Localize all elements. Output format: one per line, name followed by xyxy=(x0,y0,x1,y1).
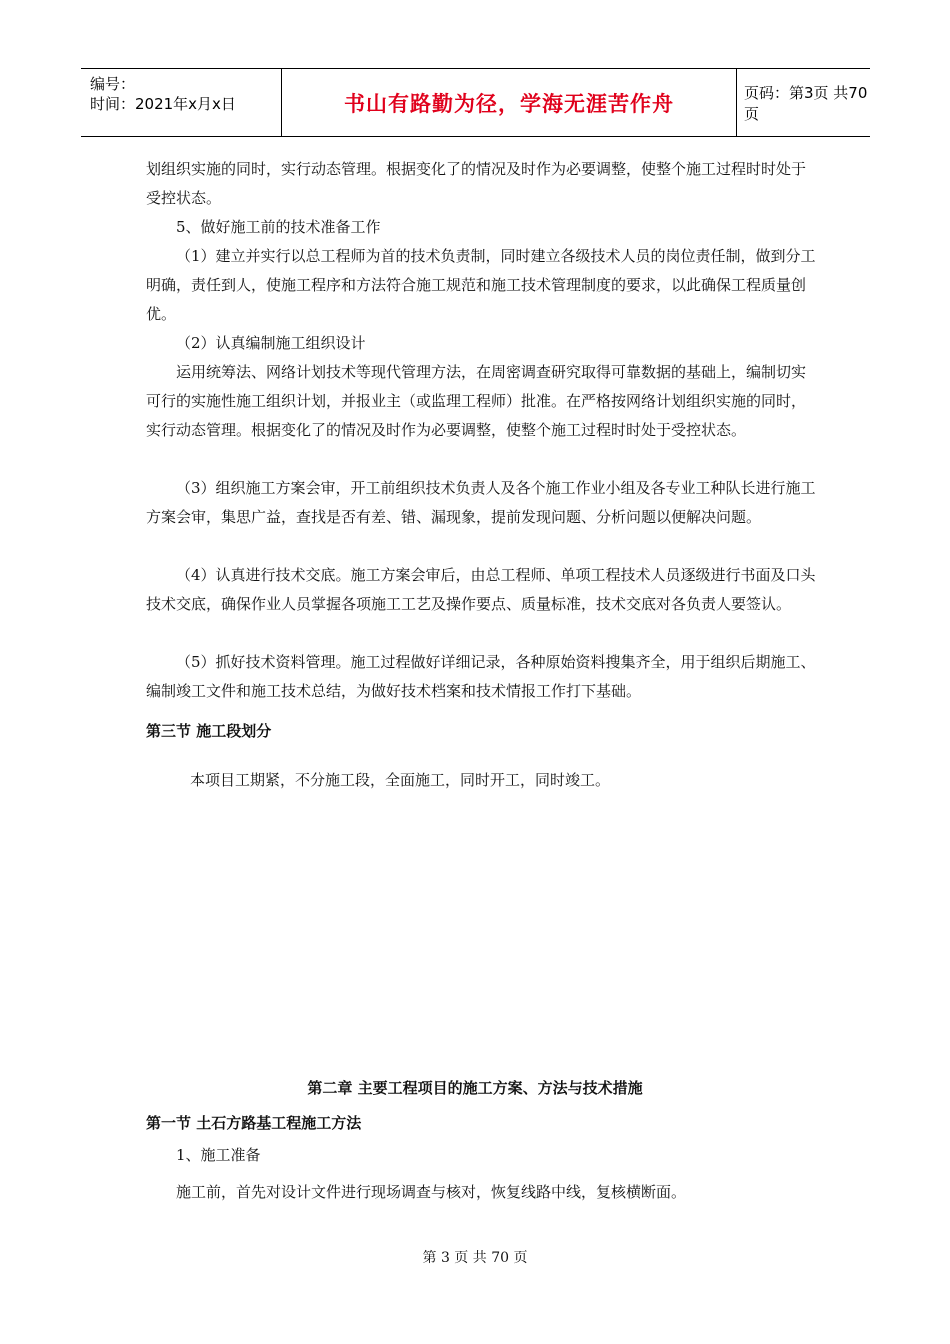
sub-item-5: （5）抓好技术资料管理。施工过程做好详细记录，各种原始资料搜集齐全，用于组织后期施工、编制竣工文件和施工技术总结，为做好技术档案和技术情报工作打下基础。 xyxy=(146,653,816,700)
header-page-cell xyxy=(736,69,878,136)
section-3-heading: 第三节 施工段划分 xyxy=(146,722,272,740)
sub-item-3: （3）组织施工方案会审，开工前组织技术负责人及各个施工作业小组及各专业工种队长进行施工方案会审，集思广益，查找是否有差、错、漏现象，提前发现问题、分析问题以便解决问题。 xyxy=(146,479,816,526)
chapter-2-heading: 第二章 主要工程项目的施工方案、方法与技术措施 xyxy=(307,1079,643,1097)
sub-item-2-text: 运用统筹法、网络计划技术等现代管理方法，在周密调查研究取得可靠数据的基础上，编制切实可行的实施性施工组织计划，并报业主（或监理工程师）批准。在严格按网络计划组织实施的同时，实行动态管理。根据变化了的情况及时作为必要调整，使整个施工过程时时处于受控状态。 xyxy=(146,363,807,439)
sub-item-1: （1）建立并实行以总工程师为首的技术负责制，同时建立各级技术人员的岗位责任制，做到分工明确，责任到人，使施工程序和方法符合施工规范和施工技术管理制度的要求，以此确保工程质量创优。 xyxy=(146,247,816,323)
section-1-heading: 第一节 土石方路基工程施工方法 xyxy=(146,1114,362,1132)
header-motto-cell xyxy=(281,69,737,136)
list-item-1: 1、施工准备 xyxy=(176,1146,261,1164)
page-footer: 第 3 页 共 70 页 xyxy=(422,1250,528,1266)
header-meta-cell xyxy=(81,69,281,136)
header-page-info: 页码：第3页 共70页 xyxy=(744,83,868,123)
sub-item-2: （2）认真编制施工组织设计 xyxy=(176,334,366,352)
page-header xyxy=(81,68,870,137)
section-3-text: 本项目工期紧，不分施工段，全面施工，同时开工，同时竣工。 xyxy=(190,771,611,789)
paragraph-continuation: 划组织实施的同时，实行动态管理。根据变化了的情况及时作为必要调整，使整个施工过程时时处于受控状态。 xyxy=(146,160,807,207)
sub-item-4: （4）认真进行技术交底。施工方案会审后，由总工程师、单项工程技术人员逐级进行书面及口头技术交底，确保作业人员掌握各项施工工艺及操作要点、质量标准，技术交底对各负责人要签认。 xyxy=(146,566,816,613)
document-number-label: 编号： xyxy=(90,75,136,93)
list-item-5: 5、做好施工前的技术准备工作 xyxy=(176,218,381,236)
date-label: 时间：2021年x月x日 xyxy=(90,95,236,113)
motto-text: 书山有路勤为径，学海无涯苦作舟 xyxy=(344,91,674,116)
list-item-1-text: 施工前，首先对设计文件进行现场调查与核对，恢复线路中线，复核横断面。 xyxy=(176,1183,687,1201)
